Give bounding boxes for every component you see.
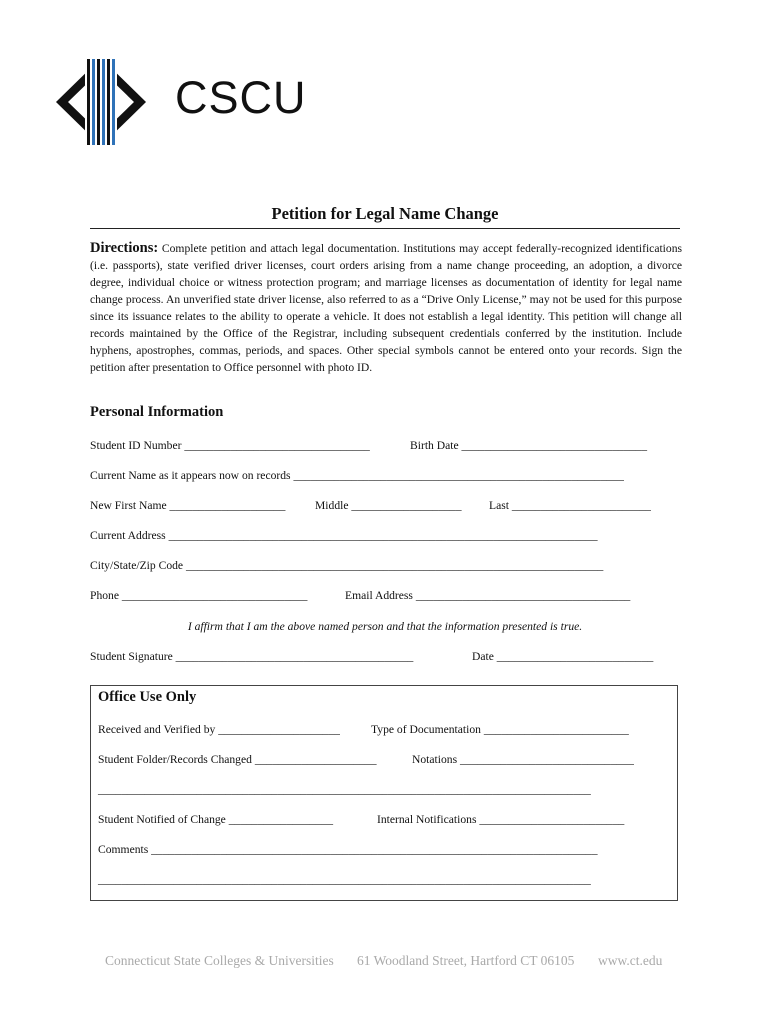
footer-website: www.ct.edu — [598, 953, 663, 968]
current-name-field[interactable]: Current Name as it appears now on records _________________________________________________________ — [90, 469, 624, 482]
email-field[interactable]: Email Address _____________________________________ — [345, 589, 631, 602]
logo-text: CSCU — [175, 72, 307, 123]
documentation-type-field[interactable]: Type of Documentation _________________________ — [371, 723, 629, 736]
directions-text: Complete petition and attach legal documentation. Institutions may accept federally-recognized identifications (i.e. passports), state verified driver licenses, court orders arising from a name change proceeding, an adoption, a divorce degree, individual choice or witness protection program; and marriage licenses as documentation of identity for legal name change process. An unverified state driver license, also referred to as a “Drive Only License,” may not be used for this purpose since its issuance relates to the ability to operate a vehicle. It does not establish a legal identity. This petition will change all records maintained by the Office of the Registrar, including subsequent credentials conferred by the institution. Include hyphens, apostrophes, commas, periods, and spaces. Other special symbols cannot be entered onto your records. Sign the petition after presentation to Office personnel with photo ID. — [90, 242, 683, 374]
office-use-heading: Office Use Only — [98, 689, 197, 705]
records-changed-field[interactable]: Student Folder/Records Changed _____________________ — [98, 753, 377, 766]
city-state-zip-field[interactable]: City/State/Zip Code ________________________________________________________________________ — [90, 559, 604, 572]
middle-name-field[interactable]: Middle ___________________ — [315, 499, 462, 512]
received-verified-field[interactable]: Received and Verified by _____________________ — [98, 723, 340, 736]
footer-org: Connecticut State Colleges & Universities — [105, 953, 334, 968]
internal-notifications-field[interactable]: Internal Notifications _________________________ — [377, 813, 625, 826]
current-address-field[interactable]: Current Address __________________________________________________________________________ — [90, 529, 598, 542]
student-id-field[interactable]: Student ID Number ________________________________ — [90, 439, 370, 452]
affirmation-statement: I affirm that I am the above named person and that the information presented is true. — [187, 620, 583, 633]
notations-field[interactable]: Notations ______________________________ — [412, 753, 634, 766]
directions-lead: Directions: — [90, 240, 159, 256]
directions-paragraph — [90, 240, 682, 376]
last-name-field[interactable]: Last ________________________ — [489, 499, 651, 512]
comments-line-2[interactable]: _____________________________________________________________________________________ — [98, 873, 591, 886]
birth-date-field[interactable]: Birth Date ________________________________ — [410, 439, 648, 452]
comments-field[interactable]: Comments _____________________________________________________________________________ — [98, 843, 598, 856]
notations-line-2[interactable]: _____________________________________________________________________________________ — [98, 783, 591, 796]
personal-info-heading: Personal Information — [90, 404, 224, 420]
page-title: Petition for Legal Name Change — [271, 204, 499, 223]
title-divider — [90, 228, 680, 229]
student-notified-field[interactable]: Student Notified of Change __________________ — [98, 813, 334, 826]
first-name-field[interactable]: New First Name ____________________ — [90, 499, 286, 512]
signature-date-field[interactable]: Date ___________________________ — [472, 650, 654, 663]
footer-address: 61 Woodland Street, Hartford CT 06105 — [357, 953, 575, 968]
phone-field[interactable]: Phone ________________________________ — [90, 589, 308, 602]
student-signature-field[interactable]: Student Signature _________________________________________ — [90, 650, 414, 663]
